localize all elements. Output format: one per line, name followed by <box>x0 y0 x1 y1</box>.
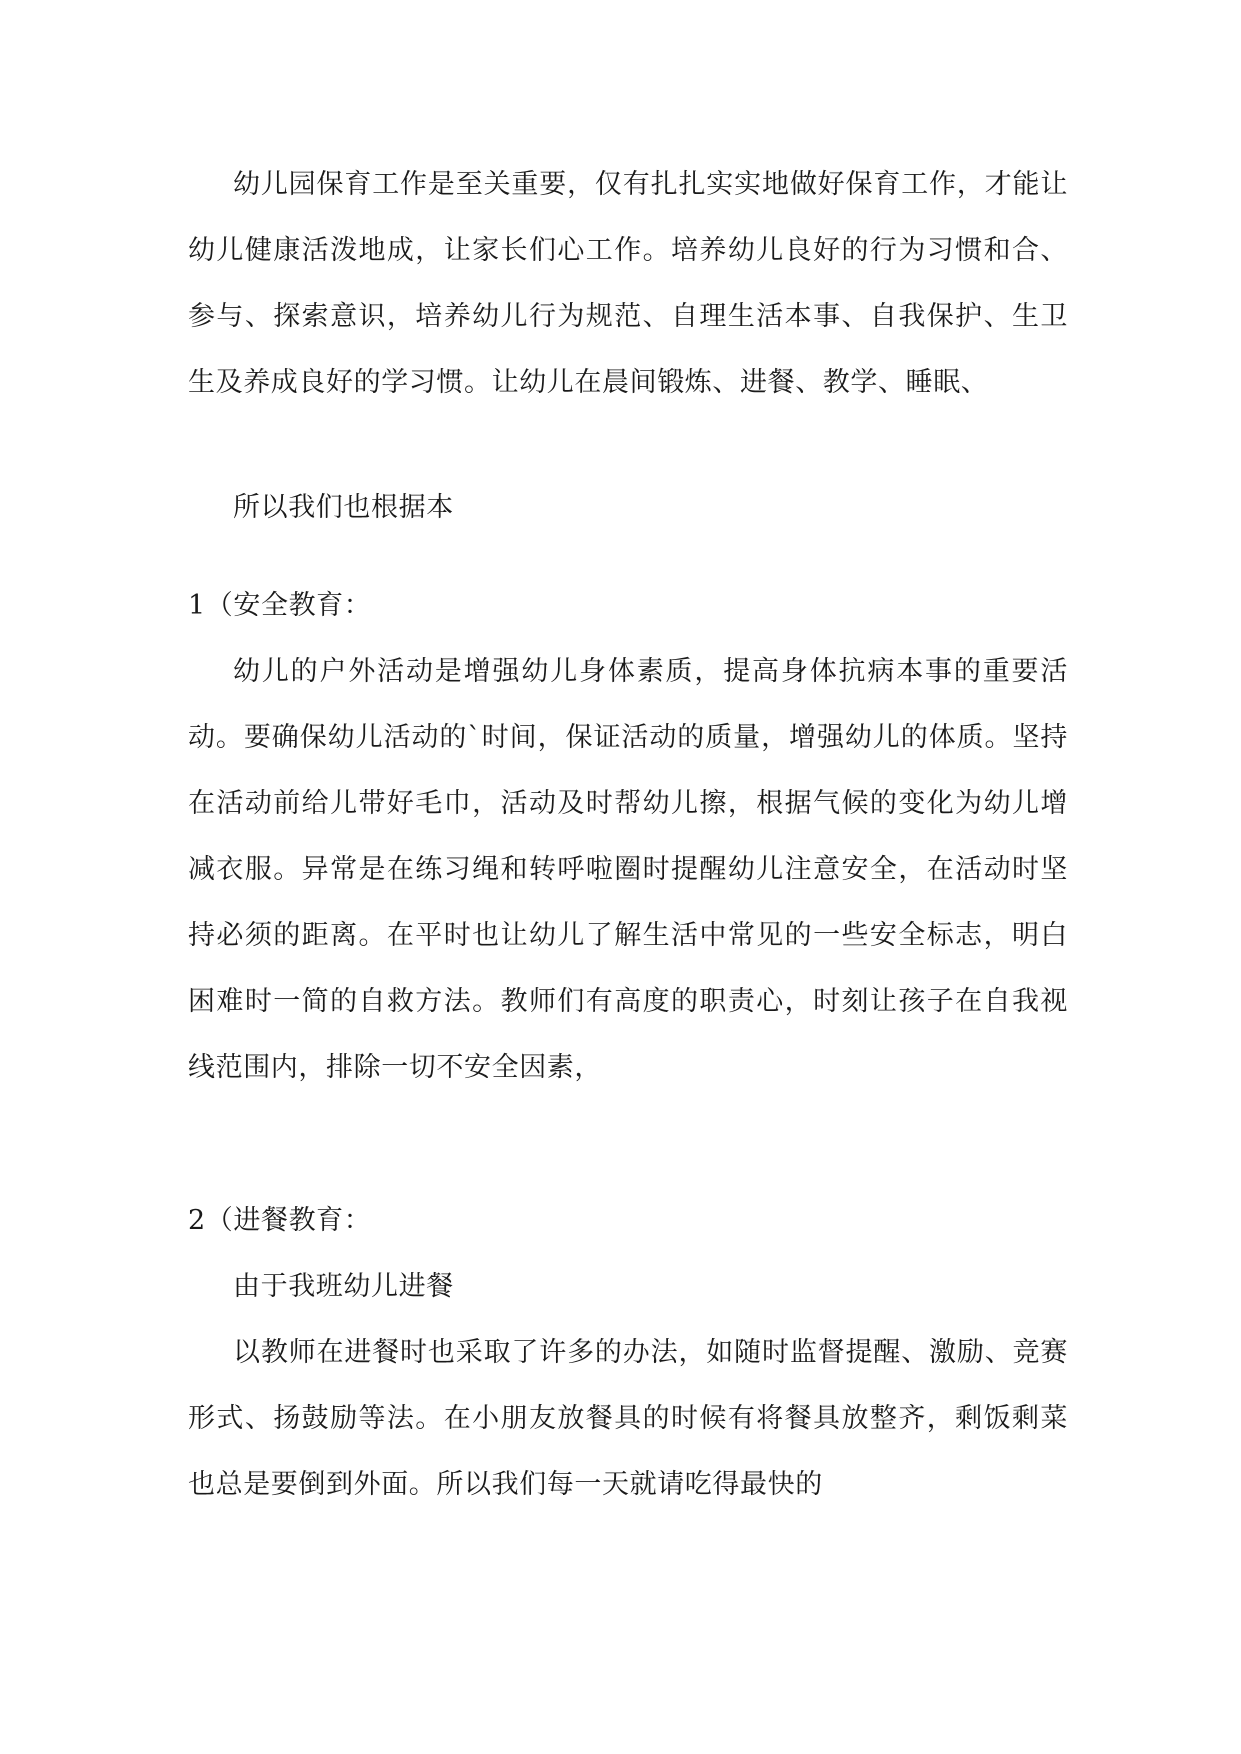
intro-continuation-paragraph: 所以我们也根据本 <box>233 492 454 523</box>
meals-paragraph: 以教师在进餐时也采取了许多的办法，如随时监督提醒、激励、竞赛形式、扬鼓励等法。在小朋友放餐具的时候有将餐具放整齐，剩饭剩菜也总是要倒到外面。所以我们每一天就请吃得最快的 <box>188 1337 1068 1500</box>
section-heading-safety: 1（安全教育： <box>188 590 372 621</box>
section-heading-meals: 2（进餐教育： <box>188 1205 372 1236</box>
safety-paragraph: 幼儿的户外活动是增强幼儿身体素质，提高身体抗病本事的重要活动。要确保幼儿活动的`时间，保证活动的质量，增强幼儿的体质。坚持在活动前给儿带好毛巾，活动及时帮幼儿擦，根据气候的变化为幼儿增减衣服。异常是在练习绳和转呼啦圈时提醒幼儿注意安全，在活动时坚持必须的距离。在平时也让幼儿了解生活中常见的一些安全标志，明白困难时一简的自救方法。教师们有高度的职责心，时刻让孩子在自我视线范围内，排除一切不安全因素， <box>188 656 1068 1083</box>
intro-paragraph: 幼儿园保育工作是至关重要，仅有扎扎实实地做好保育工作，才能让幼儿健康活泼地成，让家长们心工作。培养幼儿良好的行为习惯和合、参与、探索意识，培养幼儿行为规范、自理生活本事、自我保护、生卫生及养成良好的学习惯。让幼儿在晨间锻炼、进餐、教学、睡眠、 <box>188 169 1068 398</box>
meals-intro-paragraph: 由于我班幼儿进餐 <box>233 1271 454 1302</box>
